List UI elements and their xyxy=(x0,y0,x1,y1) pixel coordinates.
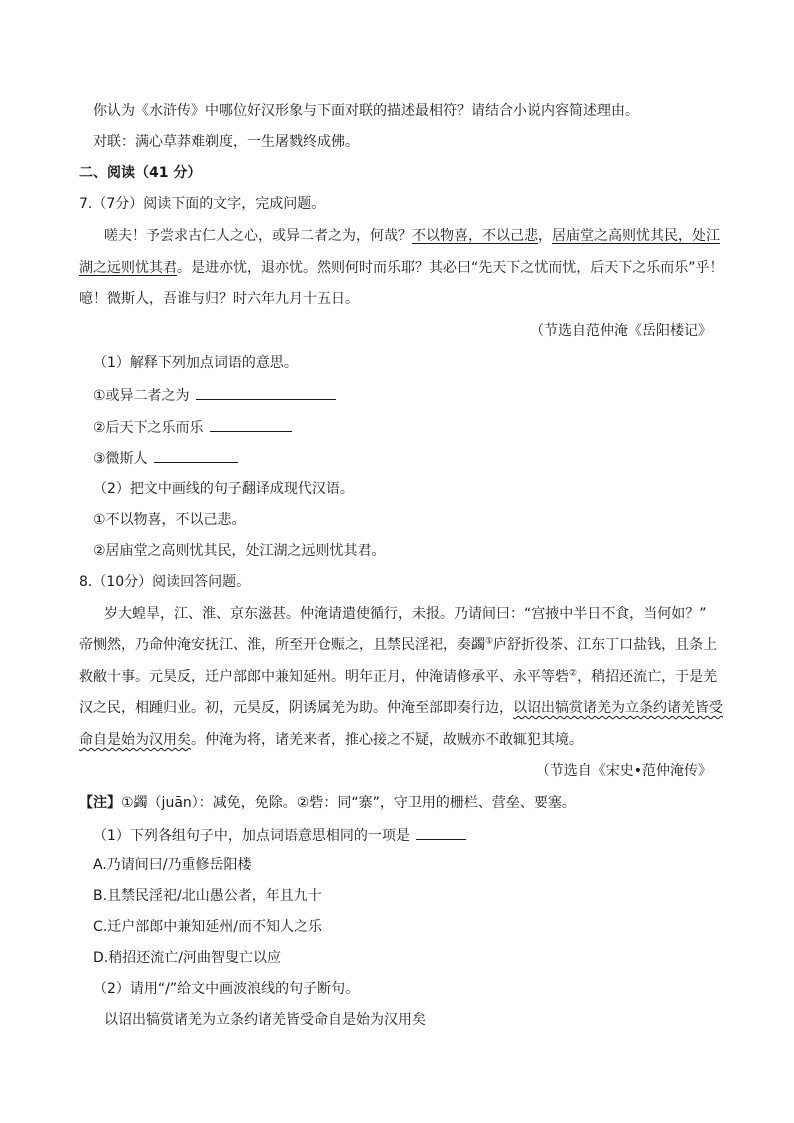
answer-blank[interactable] xyxy=(196,385,336,400)
q8-passage-line-2 xyxy=(79,636,717,654)
q8-passage-line-4 xyxy=(79,699,723,717)
q8-text: ，稍招还流亡，于是羌 xyxy=(577,669,718,685)
q7-passage-line-2 xyxy=(79,259,724,277)
q8-text: 帝恻然，乃命仲淹安抚江、淮，所至开仓赈之，且禁民淫祀，奏蠲 xyxy=(79,637,485,653)
q8-wavy-sentence: 命自是始为汉用矣 xyxy=(79,732,191,748)
q8-source: （节选自《宋史•范仲淹传》 xyxy=(535,763,712,779)
q8-note xyxy=(79,794,576,812)
q7-underlined-sentence: 居庙堂之高则忧其民，处江 xyxy=(552,228,720,244)
q7-trans-1: ①不以物喜，不以己悲。 xyxy=(93,512,246,528)
note-text: ①蠲（juān）：减免，免除。②砦：同“寨”，守卫用的栅栏、营垒、要塞。 xyxy=(121,795,576,811)
footnote-marker: ② xyxy=(569,668,578,679)
q8-sub1 xyxy=(93,825,466,845)
q7-text: ， xyxy=(538,228,552,244)
q8-text: 救敝十事。元昊反，迁户部郎中兼知延州。明年正月，仲淹请修承平、永平等砦 xyxy=(79,669,569,685)
q8-text: 汉之民，相踵归业。初，元昊反，阴诱属羌为助。仲淹至部即奏行边， xyxy=(79,700,513,716)
q7-source: （节选自范仲淹《岳阳楼记》 xyxy=(530,323,712,339)
q8-wavy-sentence: 以诏出犒赏诸羌为立条约诸羌皆受 xyxy=(513,700,723,716)
footnote-marker: ① xyxy=(485,636,494,647)
q8-sub2: （2）请用“/”给文中画波浪线的句子断句。 xyxy=(93,981,360,997)
q8-passage-line-5 xyxy=(79,731,583,749)
q7-title: 7.（7分）阅读下面的文字，完成问题。 xyxy=(79,196,326,212)
q8-punctuation-sentence: 以诏出犒赏诸羌为立条约诸羌皆受命自是始为汉用矣 xyxy=(104,1012,426,1028)
q7-passage-line-1 xyxy=(104,227,720,245)
section-heading: 二、阅读（41 分） xyxy=(79,165,202,181)
q7-underlined-sentence: 湖之远则忧其君 xyxy=(79,260,177,276)
q7-text: 嗟夫！予尝求古仁人之心，或异二者之为，何哉？ xyxy=(104,228,412,244)
option-a: A.乃请间曰/乃重修岳阳楼 xyxy=(93,857,252,873)
q7-item-label: ②后天下之乐而乐 xyxy=(93,420,204,436)
option-d: D.稍招还流亡/河曲智叟亡以应 xyxy=(93,950,281,966)
q7-text: 。是进亦忧，退亦忧。然则何时而乐耶？其必曰“先天下之忧而忧，后天下之乐而乐”乎！ xyxy=(177,260,724,276)
q8-sub1-text: （1）下列各组句子中，加点词语意思相同的一项是 xyxy=(93,828,410,844)
answer-blank[interactable] xyxy=(154,448,238,463)
option-c: C.迁户部郎中兼知延州/而不知人之乐 xyxy=(93,919,322,935)
q7-item-3 xyxy=(93,448,238,468)
q7-sub2: （2）把文中画线的句子翻译成现代汉语。 xyxy=(93,481,354,497)
q7-sub1: （1）解释下列加点词语的意思。 xyxy=(93,355,298,371)
q7-underlined-sentence: 不以物喜，不以己悲 xyxy=(412,228,538,244)
q6-prompt: 你认为《水浒传》中哪位好汉形象与下面对联的描述最相符？请结合小说内容简述理由。 xyxy=(93,103,639,119)
q8-passage-line-3 xyxy=(79,668,717,686)
q8-passage-line-1: 岁大蝗旱，江、淮、京东滋甚。仲淹请遣使循行，未报。乃请间曰：“宫掖中半日不食，当何如？” xyxy=(104,606,707,622)
option-b: B.且禁民淫祀/北山愚公者，年且九十 xyxy=(93,888,322,904)
note-label: 【注】 xyxy=(79,795,121,811)
q7-item-2 xyxy=(93,417,292,437)
q8-text: 庐舒折役茶、江东丁口盐钱，且条上 xyxy=(493,637,718,653)
q8-title: 8.（10分）阅读回答问题。 xyxy=(79,574,251,590)
q7-item-label: ①或异二者之为 xyxy=(93,388,190,404)
q8-text: 。仲淹为将，诸羌来者，推心接之不疑，故贼亦不敢辄犯其境。 xyxy=(191,732,583,748)
q7-passage-line-3: 噫！微斯人，吾谁与归？时六年九月十五日。 xyxy=(79,291,359,307)
q7-item-label: ③微斯人 xyxy=(93,451,148,467)
q7-trans-2: ②居庙堂之高则忧其民，处江湖之远则忧其君。 xyxy=(93,543,386,559)
answer-blank[interactable] xyxy=(210,417,292,432)
answer-blank[interactable] xyxy=(416,825,466,840)
q6-couplet: 对联：满心草莽难剃度，一生屠戮终成佛。 xyxy=(93,134,359,150)
q7-item-1 xyxy=(93,385,336,405)
